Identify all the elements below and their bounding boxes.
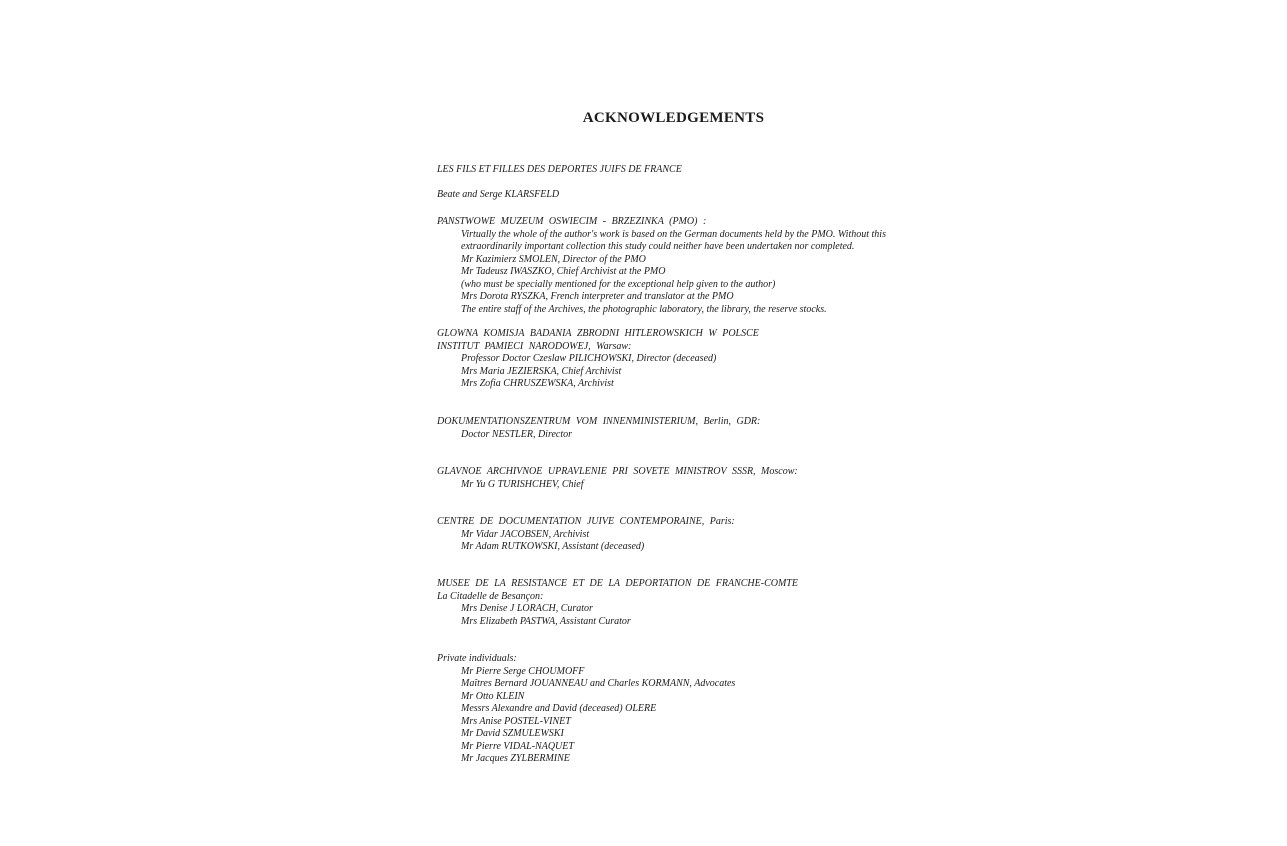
section-line: Mr Adam RUTKOWSKI, Assistant (deceased) [461,541,645,552]
section-heading: LES FILS ET FILLES DES DEPORTES JUIFS DE FRANCE [437,164,682,175]
section-heading: MUSEE DE LA RESISTANCE ET DE LA DEPORTATION DE FRANCHE-COMTE [437,578,798,589]
section-cdjc [437,516,997,554]
section-line: Mrs Denise J LORACH, Curator [461,603,593,614]
section-line: Doctor NESTLER, Director [461,428,573,440]
section-heading: PANSTWOWE MUZEUM OSWIECIM - BRZEZINKA (PMO) : [437,216,707,227]
section-private-individuals [437,653,997,766]
section-line: Mr Jacques ZYLBERMINE [461,753,570,764]
section-line: (who must be specially mentioned for the exceptional help given to the author) [461,278,776,290]
section-heading: Beate and Serge KLARSFELD [437,189,560,200]
section-heading: GLOWNA KOMISJA BADANIA ZBRODNI HITLEROWSKICH W POLSCE [437,328,759,339]
section-line: Virtually the whole of the author's work is based on the German documents held by the PMO. Without this [461,228,886,240]
section-line: Mrs Dorota RYSZKA, French interpreter and translator at the PMO [461,291,734,302]
section-heading: La Citadelle de Besançon: [437,590,544,602]
section-line: Mr Yu G TURISHCHEV, Chief [461,478,584,490]
section-pmo [437,216,997,316]
section-line: Professor Doctor Czeslaw PILICHOWSKI, Director (deceased) [461,353,717,364]
section-line: Mrs Elizabeth PASTWA, Assistant Curator [461,615,631,627]
section-line: Mr Kazimierz SMOLEN, Director of the PMO [461,253,646,265]
section-line: Mr Otto KLEIN [461,690,525,702]
section-line: The entire staff of the Archives, the photographic laboratory, the library, the reserve stocks. [461,303,827,315]
page-title: ACKNOWLEDGEMENTS [582,110,765,126]
section-glavnoe-archivnoe [437,466,997,491]
section-fils-et-filles [437,164,997,177]
section-line: Mrs Maria JEZIERSKA, Chief Archivist [461,365,622,377]
section-heading: CENTRE DE DOCUMENTATION JUIVE CONTEMPORAINE, Paris: [437,516,735,527]
section-dokumentationszentrum [437,416,997,441]
section-heading: GLAVNOE ARCHIVNOE UPRAVLENIE PRI SOVETE MINISTROV SSSR, Moscow: [437,466,798,477]
section-line: Mr Tadeusz IWASZKO, Chief Archivist at the PMO [461,266,666,277]
section-line: Mr Pierre Serge CHOUMOFF [461,665,585,677]
section-line: extraordinarily important collection this study could neither have been undertaken nor completed. [461,241,855,252]
section-klarsfeld [437,189,997,202]
section-heading: DOKUMENTATIONSZENTRUM VOM INNENMINISTERIUM, Berlin, GDR: [437,416,761,427]
section-line: Messrs Alexandre and David (deceased) OLERE [461,703,657,714]
section-heading: Private individuals: [437,653,517,664]
section-line: Mr Vidar JACOBSEN, Archivist [461,528,590,540]
section-line: Mr David SZMULEWSKI [461,728,564,739]
section-glowna-komisja [437,328,997,391]
section-line: Mr Pierre VIDAL-NAQUET [461,740,574,752]
section-line: Mrs Anise POSTEL-VINET [461,715,571,727]
section-heading: INSTITUT PAMIECI NARODOWEJ, Warsaw: [437,340,632,352]
section-musee-resistance [437,578,997,628]
section-line: Mrs Zofia CHRUSZEWSKA, Archivist [461,378,614,389]
section-line: Maîtres Bernard JOUANNEAU and Charles KORMANN, Advocates [461,678,736,689]
